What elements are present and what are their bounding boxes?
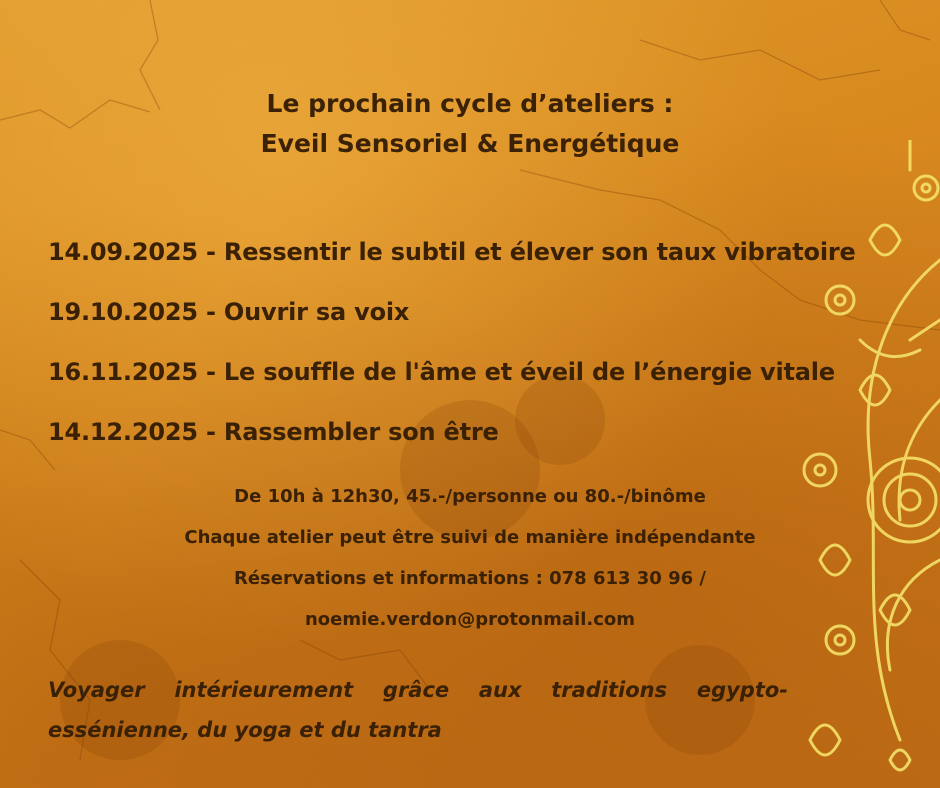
tagline: Voyager intérieurement grâce aux traditions egypto-essénienne, du yoga et du tantra <box>48 678 788 742</box>
workshop-date: 14.12.2025 <box>48 418 198 446</box>
workshop-list <box>48 222 918 462</box>
independent-text: Chaque atelier peut être suivi de manière indépendante <box>184 527 756 548</box>
workshop-title: Ouvrir sa voix <box>223 298 410 326</box>
page-title: Le prochain cycle d’ateliers : <box>266 89 674 118</box>
email-link[interactable]: noemie.verdon@protonmail.com <box>304 609 636 630</box>
reservation-text: Réservations et informations : 078 613 30 96 / <box>233 568 706 589</box>
workshop-title: Rassembler son être <box>223 418 499 446</box>
workshop-separator: - <box>197 298 224 326</box>
workshop-separator: - <box>197 418 224 446</box>
workshop-title: Ressentir le subtil et élever son taux vibratoire <box>223 238 856 266</box>
info-block <box>0 476 940 640</box>
list-item <box>48 342 918 402</box>
workshop-date: 14.09.2025 <box>48 238 198 266</box>
workshop-title: Le souffle de l'âme et éveil de l’énergie vitale <box>223 358 835 386</box>
list-item <box>48 222 918 282</box>
page-subtitle: Eveil Sensoriel & Energétique <box>260 129 680 158</box>
list-item <box>48 282 918 342</box>
workshop-separator: - <box>197 238 224 266</box>
workshop-date: 19.10.2025 <box>48 298 198 326</box>
schedule-text: De 10h à 12h30, 45.-/personne ou 80.-/binôme <box>234 486 706 507</box>
title-block <box>0 84 940 164</box>
workshop-separator: - <box>197 358 224 386</box>
workshop-date: 16.11.2025 <box>48 358 198 386</box>
list-item <box>48 402 918 462</box>
